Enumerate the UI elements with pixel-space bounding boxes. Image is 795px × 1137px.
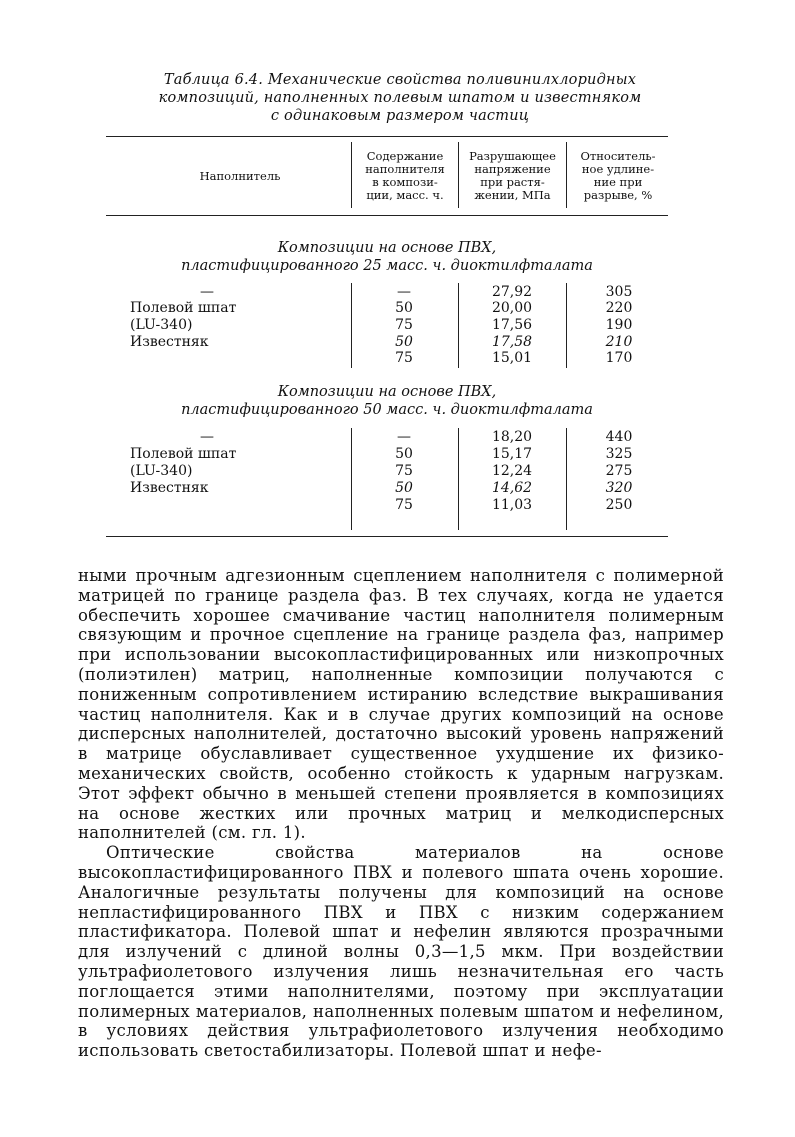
table-bottom-rule: [106, 536, 668, 537]
cell-content: 50: [395, 446, 413, 462]
cell-content: 75: [395, 317, 413, 333]
header-separator: [458, 142, 459, 208]
cell-stress: 20,00: [491, 300, 533, 316]
cell-elongation: 170: [605, 350, 633, 366]
cell-stress: 12,24: [491, 463, 533, 479]
header-separator: [351, 142, 352, 208]
cell-elongation: 190: [605, 317, 633, 333]
cell-content: 50: [395, 300, 413, 316]
cell-filler: Известняк: [130, 334, 209, 350]
cell-filler: Полевой шпат: [130, 300, 237, 316]
cell-content: 50: [395, 334, 413, 350]
cell-stress: 17,58: [491, 334, 533, 350]
cell-content: —: [397, 284, 411, 300]
table-top-rule: [106, 136, 668, 137]
cell-filler: (LU-340): [130, 317, 193, 333]
cell-content: 50: [395, 480, 413, 496]
section-title: Композиции на основе ПВХ, пластифицированного 25 масс. ч. диоктилфталата: [181, 240, 593, 274]
cell-stress: 14,62: [491, 480, 533, 496]
section-title: Композиции на основе ПВХ, пластифицированного 50 масс. ч. диоктилфталата: [181, 384, 593, 418]
caption-line: Таблица 6.4. Механические свойства поливинилхлоридных: [163, 72, 637, 88]
header-filler: Наполнитель: [199, 169, 281, 183]
cell-filler: Полевой шпат: [130, 446, 237, 462]
cell-content: —: [397, 429, 411, 445]
cell-elongation: 305: [605, 284, 633, 300]
cell-elongation: 325: [605, 446, 633, 462]
header-stress: Разрушающее напряжение при растя- жении, МПа: [469, 149, 556, 202]
cell-stress: 15,01: [491, 350, 533, 366]
cell-content: 75: [395, 497, 413, 513]
cell-filler: (LU-340): [130, 463, 193, 479]
header-separator: [566, 142, 567, 208]
header-content: Содержание наполнителя в компози- ции, масс. ч.: [365, 149, 445, 202]
paragraph: Оптические свойства материалов на основе высокопластифицированного ПВХ и полевого шпата очень хорошие. Аналогичные результаты получены для композиций на основе непластифицированного ПВХ и ПВХ с низким содержанием пластификатора. Полевой шпат и нефелин являются прозрачными для излучений с длиной волны 0,3—1,5 мкм. При воздействии ультрафиолетового излучения лишь незначительная его часть поглощается этими наполнителями, поэтому при эксплуатации полимерных материалов, наполненных полевым шпатом и нефелином, в условиях действия ультрафиолетового излучения необходимо использовать светостабилизаторы. Полевой шпат и нефе-: [78, 843, 724, 1061]
cell-content: 75: [395, 463, 413, 479]
cell-content: 75: [395, 350, 413, 366]
cell-filler: Известняк: [130, 480, 209, 496]
cell-stress: 27,92: [491, 284, 533, 300]
header-elongation: Относитель- ное удлине- ние при разрыве, %: [580, 149, 656, 202]
cell-stress: 17,56: [491, 317, 533, 333]
body-text: [78, 566, 724, 1061]
cell-elongation: 320: [605, 480, 633, 496]
paragraph: ными прочным адгезионным сцеплением наполнителя с полимерной матрицей по границе раздела фаз. В тех случаях, когда не удается обеспечить хорошее смачивание частиц наполнителя полимерным связующим и прочное сцепление на границе раздела фаз, например при использовании высокопластифицированных или низкопрочных (полиэтилен) матриц, наполненные композиции получаются с пониженным сопротивлением истиранию вследствие выкрашивания частиц наполнителя. Как и в случае других композиций на основе дисперсных наполнителей, достаточно высокий уровень напряжений в матрице обуславливает существенное ухудшение их физико-механических свойств, особенно стойкость к ударным нагрузкам. Этот эффект обычно в меньшей степени проявляется в композициях на основе жестких или прочных матриц и мелкодисперсных наполнителей (см. гл. 1).: [78, 566, 724, 843]
table-caption: [130, 71, 670, 125]
table-header-rule: [106, 215, 668, 216]
cell-stress: 18,20: [491, 429, 533, 445]
cell-filler: —: [200, 429, 214, 445]
cell-stress: 15,17: [491, 446, 533, 462]
cell-elongation: 440: [605, 429, 633, 445]
cell-elongation: 220: [605, 300, 633, 316]
cell-elongation: 210: [605, 334, 633, 350]
cell-filler: —: [200, 284, 214, 300]
cell-elongation: 250: [605, 497, 633, 513]
caption-line: с одинаковым размером частиц: [270, 108, 530, 124]
cell-stress: 11,03: [491, 497, 533, 513]
caption-line: композиций, наполненных полевым шпатом и известняком: [158, 90, 642, 106]
cell-elongation: 275: [605, 463, 633, 479]
